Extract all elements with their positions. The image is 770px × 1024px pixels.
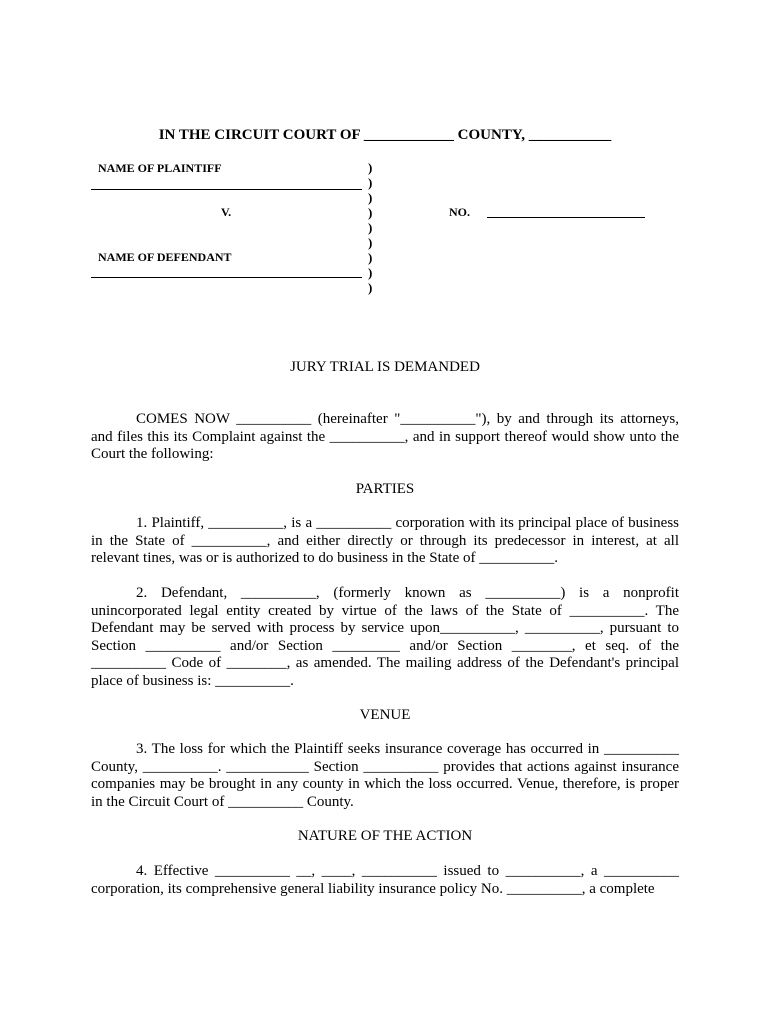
court-title: IN THE CIRCUIT COURT OF ____________ COUNTY, ___________ [158, 127, 612, 143]
case-number-label: NO. [449, 205, 470, 219]
defendant-line [91, 277, 362, 278]
plaintiff-line [91, 189, 362, 190]
defendant-label: NAME OF DEFENDANT [98, 250, 232, 264]
paragraph-3: 3. The loss for which the Plaintiff seeks insurance coverage has occurred in __________ County, __________. ___________ Section __________ provides that actions against insurance companies may be brought in any county in which the loss occurred. Venue, therefore, is proper in the Circuit Court of __________ County. [91, 741, 679, 810]
plaintiff-label: NAME OF PLAINTIFF [98, 161, 222, 175]
paragraph-4: 4. Effective __________ __, ____, __________ issued to __________, a __________ corporation, its comprehensive general liability insurance policy No. __________, a complete [91, 863, 679, 897]
parties-heading: PARTIES [355, 481, 415, 497]
venue-heading: VENUE [359, 707, 411, 723]
case-number-line [487, 217, 645, 218]
caption-parentheses: ) ) ) ) ) ) ) ) ) [368, 160, 373, 295]
paragraph-2: 2. Defendant, __________, (formerly known as __________) is a nonprofit unincorporated legal entity created by virtue of the laws of the State of __________. The Defendant may be served with process by service upon__________, __________, pursuant to Section __________ and/or Section _________ and/or Section ________, et seq. of the __________ Code of ________, as amended. The mailing address of the Defendant's principal place of business is: __________. [91, 585, 679, 689]
intro-paragraph: COMES NOW __________ (hereinafter "__________"), by and through its attorneys, and files this its Complaint against the __________, and in support thereof would show unto the Court the following: [91, 411, 679, 462]
versus-label: V. [221, 205, 232, 219]
jury-demand-heading: JURY TRIAL IS DEMANDED [290, 359, 480, 375]
nature-heading: NATURE OF THE ACTION [297, 828, 473, 844]
paragraph-1: 1. Plaintiff, __________, is a __________ corporation with its principal place of business in the State of __________, and either directly or through its predecessor in interest, at all relevant tines, was or is authorized to do business in the State of __________. [91, 515, 679, 566]
